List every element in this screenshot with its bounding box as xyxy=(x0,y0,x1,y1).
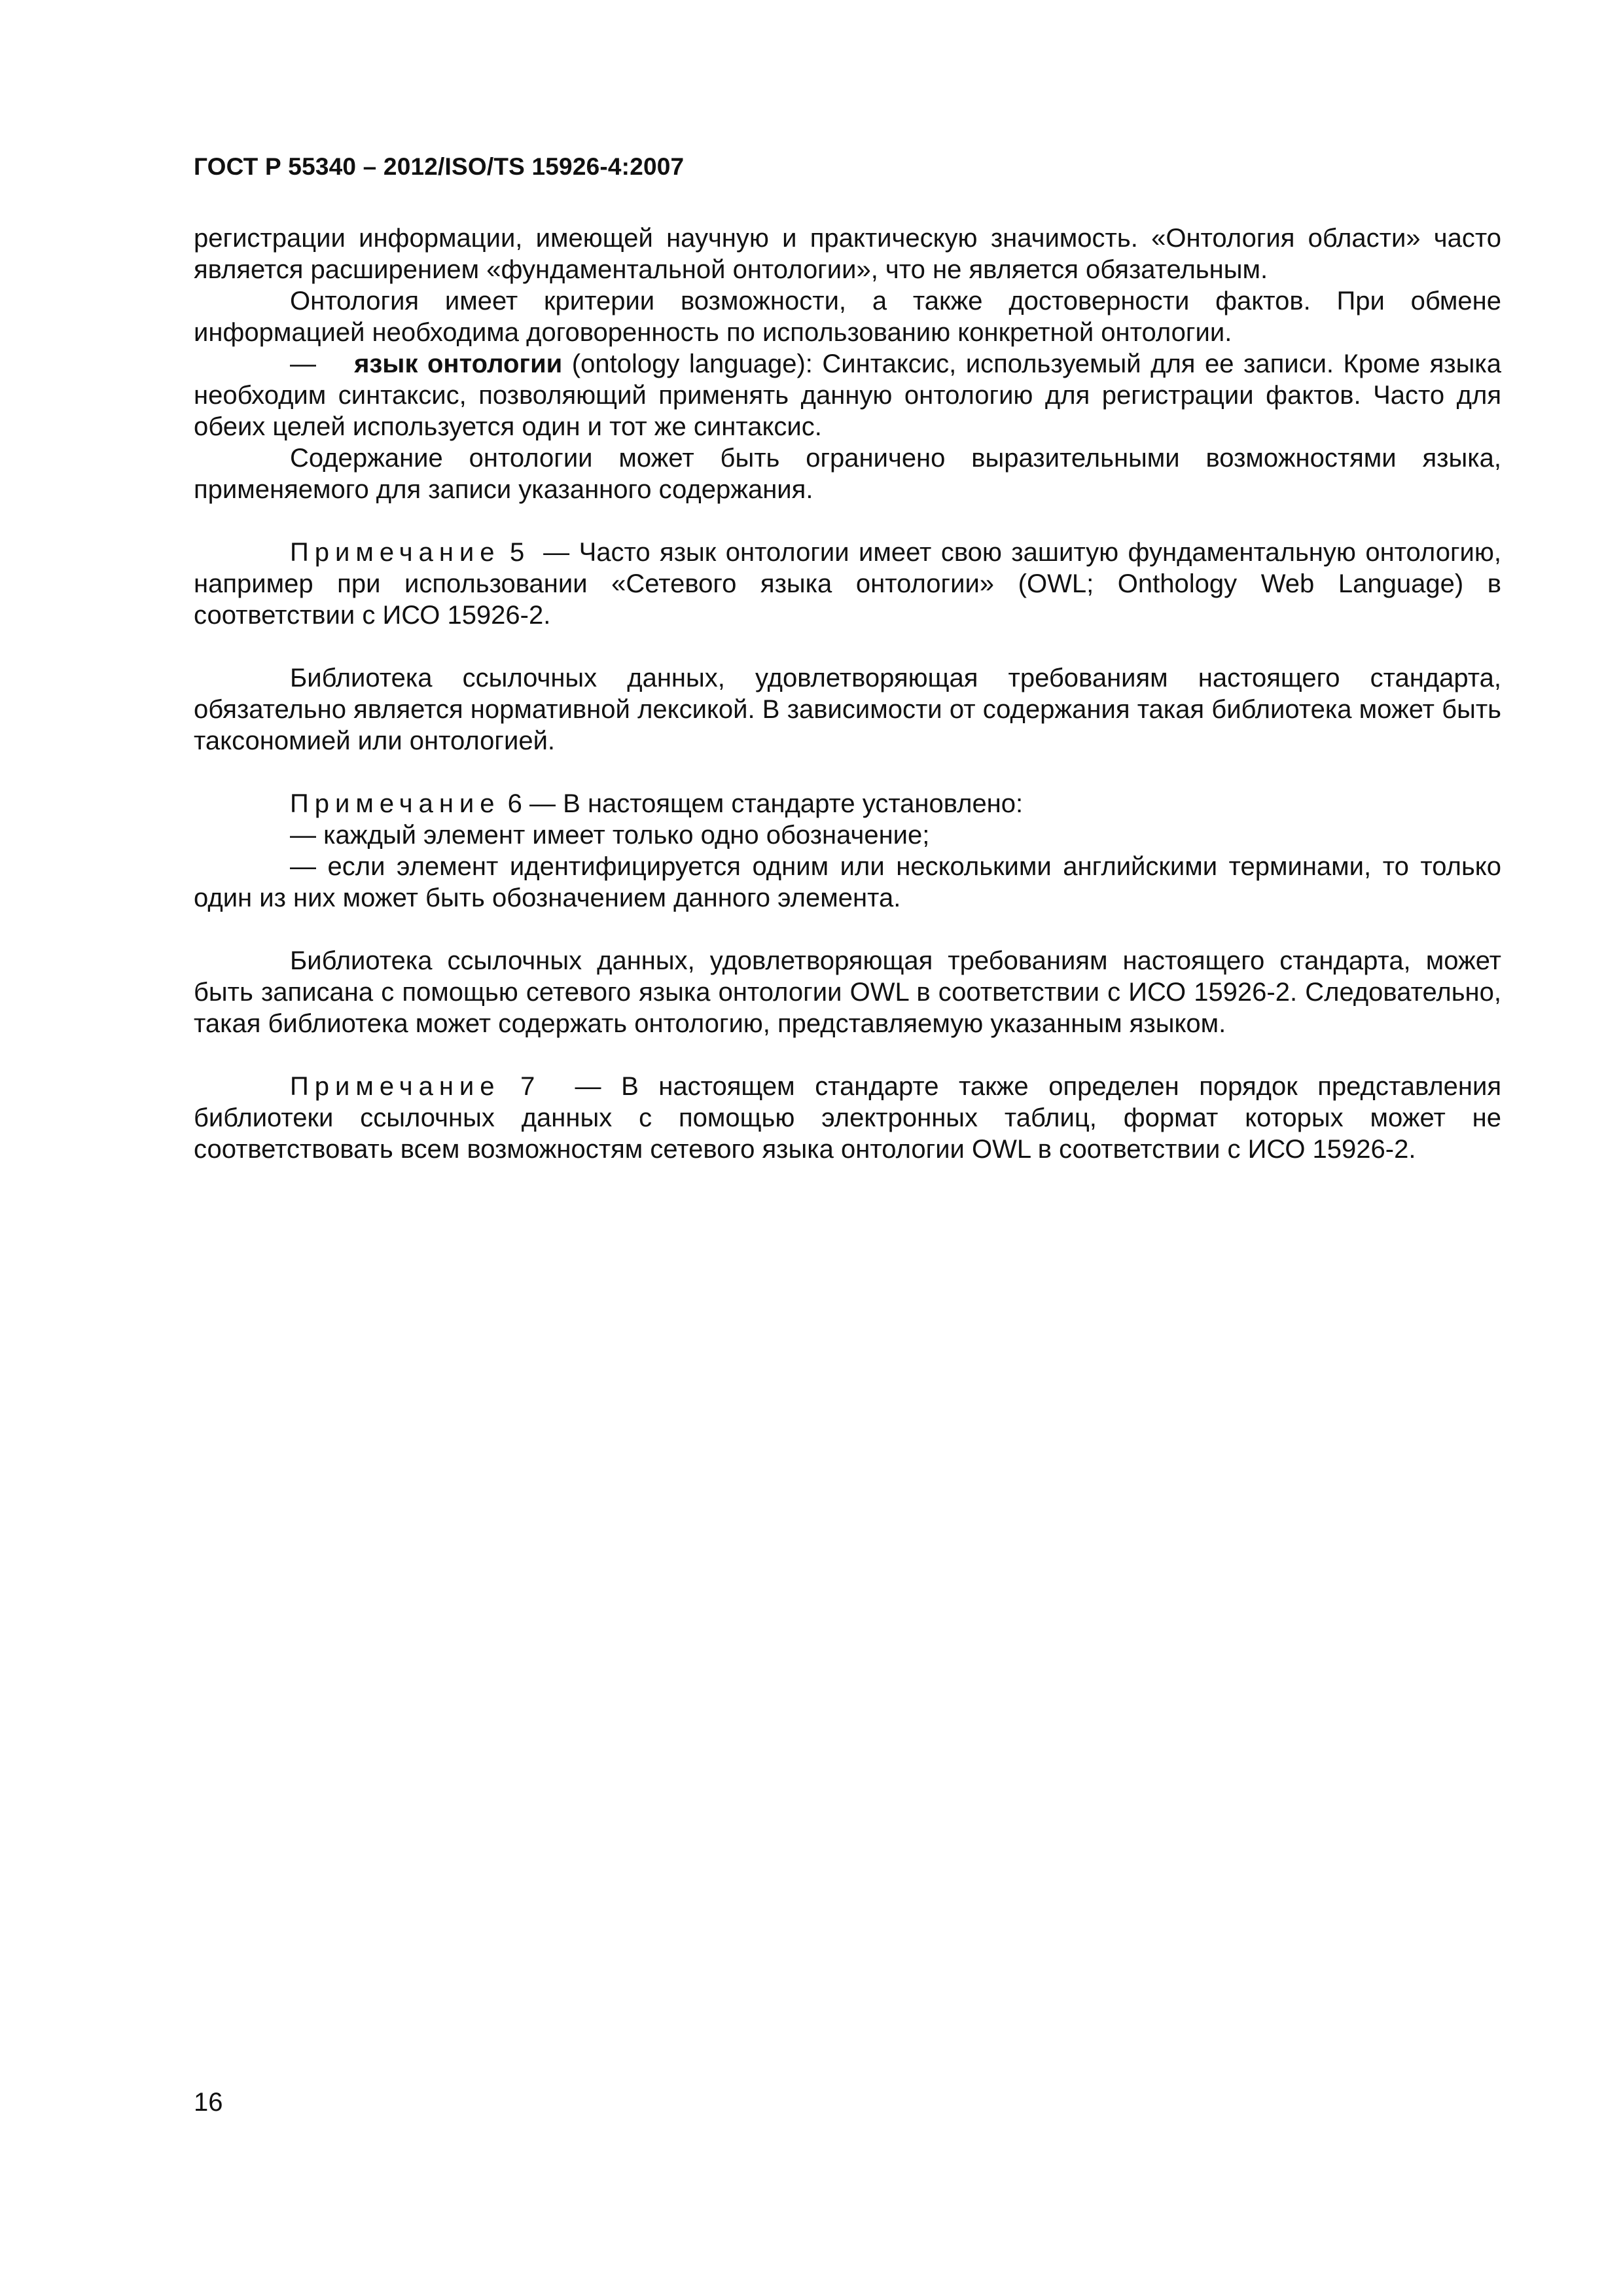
spacer xyxy=(194,1039,1501,1071)
paragraph-ontology-content: Содержание онтологии может быть ограничено выразительными возможностями языка, применяемого для записи указанного содержания. xyxy=(194,444,1501,504)
note-text: — Часто язык онтологии имеет свою зашитую фундаментальную онтологию, например при использовании «Сетевого языка онтологии» (OWL; Onthology Web Language) в соответствии с ИСО 15926-2. xyxy=(194,538,1501,630)
note-number: 7 xyxy=(520,1072,535,1101)
note-6-item-1: — каждый элемент имеет только одно обозначение; xyxy=(290,821,930,850)
term-ontology-language: язык онтологии xyxy=(354,350,563,378)
note-label: Примечание xyxy=(290,538,501,567)
spacer xyxy=(194,505,1501,537)
spacer xyxy=(194,914,1501,945)
note-5 xyxy=(194,537,1501,631)
paragraph-owl-library: Библиотека ссылочных данных, удовлетворяющая требованиям настоящего стандарта, может быть записана с помощью сетевого языка онтологии OWL в соответствии с ИСО 15926-2. Следовательно, такая библиотека может содержать онтологию, представляемую указанным языком. xyxy=(194,946,1501,1038)
paragraph-reference-library: Библиотека ссылочных данных, удовлетворяющая требованиям настоящего стандарта, обязательно является нормативной лексикой. В зависимости от содержания такая библиотека может быть таксономией или онтологией. xyxy=(194,664,1501,755)
note-7 xyxy=(194,1071,1501,1165)
em-dash: — xyxy=(290,350,316,378)
note-number: 5 xyxy=(509,538,525,567)
document-body xyxy=(194,223,1501,1165)
note-number: 6 xyxy=(507,789,522,818)
spacer xyxy=(194,757,1501,788)
note-text: — В настоящем стандарте также определен порядок представления библиотеки ссылочных данных с помощью электронных таблиц, формат которых может не соответствовать всем возможностям сетевого языка онтологии OWL в соответствии с ИСО 15926-2. xyxy=(194,1072,1501,1164)
note-text: — В настоящем стандарте установлено: xyxy=(529,789,1024,818)
document-header: ГОСТ Р 55340 – 2012/ISO/TS 15926-4:2007 xyxy=(194,153,685,180)
note-label: Примечание xyxy=(290,789,501,818)
spacer xyxy=(194,631,1501,662)
paragraph-ontology-language xyxy=(194,348,1501,442)
note-6 xyxy=(194,788,1501,819)
paragraph-continuation: регистрации информации, имеющей научную и практическую значимость. «Онтология области» часто является расширением «фундаментальной онтологии», что не является обязательным. xyxy=(194,224,1501,284)
page-number: 16 xyxy=(194,2088,223,2117)
term-definition: (ontology language): Синтаксис, используемый для ее записи. Кроме языка необходим синтаксис, позволяющий применять данную онтологию для регистрации фактов. Часто для обеих целей используется один и тот же синтаксис. xyxy=(194,350,1501,441)
note-6-item-2: — если элемент идентифицируется одним или несколькими английскими терминами, то только один из них может быть обозначением данного элемента. xyxy=(194,852,1501,912)
paragraph-ontology-criteria: Онтология имеет критерии возможности, а также достоверности фактов. При обмене информацией необходима договоренность по использованию конкретной онтологии. xyxy=(194,287,1501,347)
note-label: Примечание xyxy=(290,1072,501,1101)
